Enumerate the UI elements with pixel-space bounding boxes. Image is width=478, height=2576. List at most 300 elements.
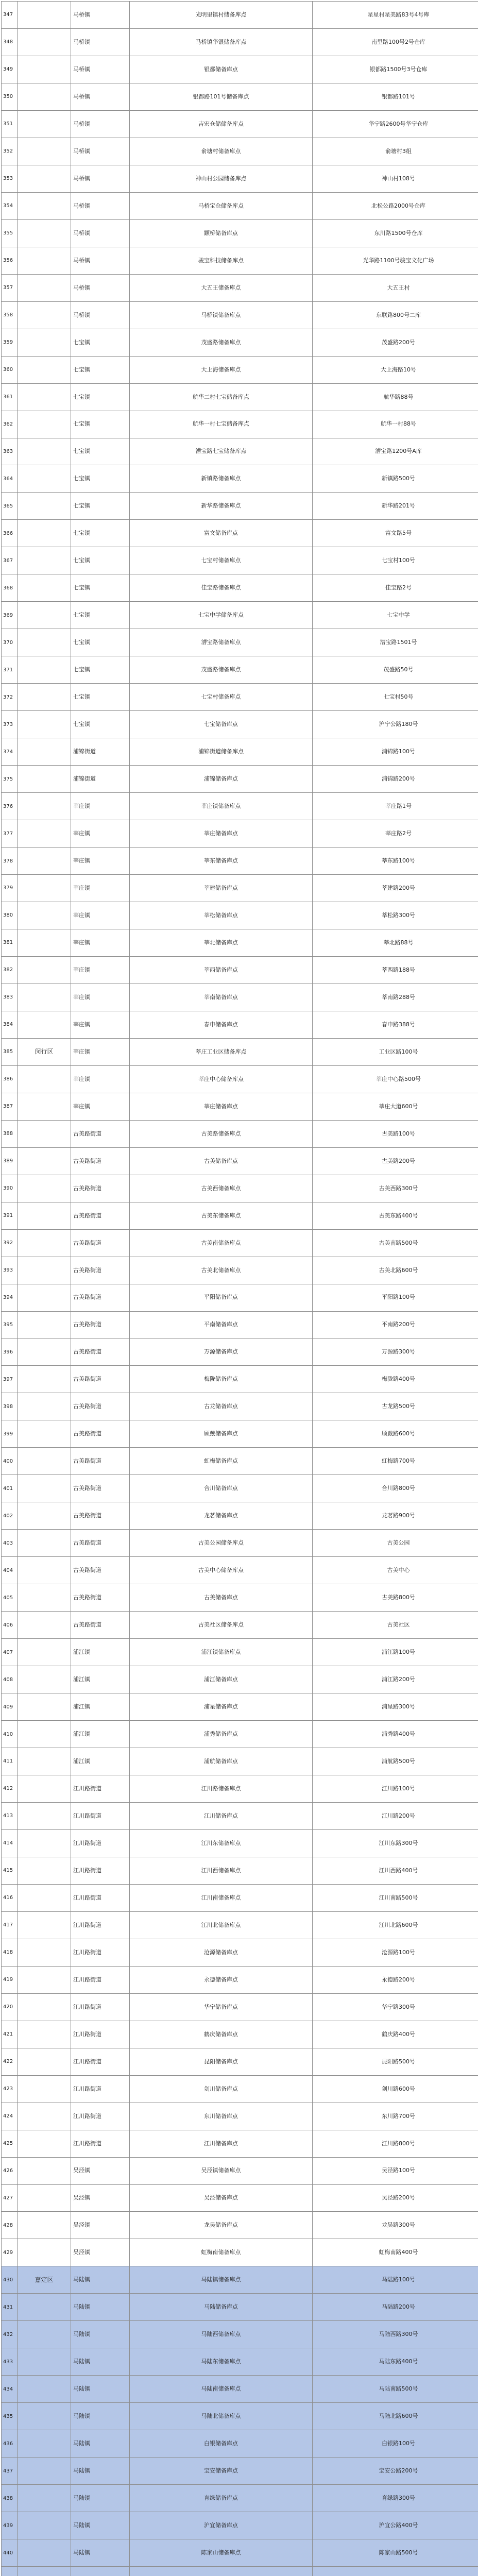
table-row bbox=[2, 1475, 478, 1502]
street-cell: 七宝镇 bbox=[71, 629, 130, 656]
table-row bbox=[2, 902, 478, 929]
address-cell: 吴泾路100号 bbox=[313, 2157, 478, 2184]
point-name-cell: 古美路储备库点 bbox=[130, 1120, 313, 1147]
address-cell: 合川路800号 bbox=[313, 1475, 478, 1502]
row-number: 368 bbox=[2, 574, 18, 602]
district-cell bbox=[18, 356, 71, 383]
point-name-cell: 沪宜储备库点 bbox=[130, 2512, 313, 2539]
point-name-cell: 莘庄中心储备库点 bbox=[130, 1065, 313, 1093]
row-number: 421 bbox=[2, 2021, 18, 2048]
table-row bbox=[2, 574, 478, 602]
district-cell bbox=[18, 1639, 71, 1666]
row-number: 427 bbox=[2, 2184, 18, 2212]
table-row bbox=[2, 2430, 478, 2458]
street-cell: 古美路街道 bbox=[71, 1393, 130, 1420]
point-name-cell: 古美西储备库点 bbox=[130, 1175, 313, 1202]
row-number: 366 bbox=[2, 520, 18, 547]
street-cell: 古美路街道 bbox=[71, 1612, 130, 1639]
district-cell bbox=[18, 1857, 71, 1884]
table-row bbox=[2, 1175, 478, 1202]
row-number: 435 bbox=[2, 2403, 18, 2430]
district-cell bbox=[18, 1502, 71, 1530]
street-cell: 古美路街道 bbox=[71, 1584, 130, 1612]
address-cell: 南里路100号2号仓库 bbox=[313, 28, 478, 56]
address-cell: 江川南路500号 bbox=[313, 1884, 478, 1911]
address-cell: 平南路200号 bbox=[313, 1311, 478, 1338]
street-cell: 江川路街道 bbox=[71, 1802, 130, 1829]
address-cell: 浦航路500号 bbox=[313, 1748, 478, 1775]
row-number: 386 bbox=[2, 1065, 18, 1093]
street-cell: 莘庄镇 bbox=[71, 820, 130, 848]
address-cell: 浦星路300号 bbox=[313, 1693, 478, 1721]
row-number: 400 bbox=[2, 1448, 18, 1475]
district-cell bbox=[18, 1584, 71, 1612]
address-cell: 大五王村 bbox=[313, 274, 478, 301]
district-cell bbox=[18, 247, 71, 274]
district-cell bbox=[18, 1530, 71, 1557]
point-name-cell: 莘松储备库点 bbox=[130, 902, 313, 929]
address-cell: 古美中心 bbox=[313, 1557, 478, 1584]
row-number: 382 bbox=[2, 956, 18, 984]
row-number: 440 bbox=[2, 2539, 18, 2567]
table-row bbox=[2, 1366, 478, 1393]
address-cell: 星星村星美路83号4号库 bbox=[313, 2, 478, 29]
district-cell bbox=[18, 2157, 71, 2184]
point-name-cell: 光明里镇村储备库点 bbox=[130, 2, 313, 29]
row-number: 426 bbox=[2, 2157, 18, 2184]
address-cell: 银都路101号 bbox=[313, 83, 478, 110]
point-name-cell: 七宝村储备库点 bbox=[130, 684, 313, 711]
street-cell: 马陆镇 bbox=[71, 2348, 130, 2376]
district-cell bbox=[18, 1366, 71, 1393]
street-cell: 古美路街道 bbox=[71, 1257, 130, 1284]
table-row bbox=[2, 2485, 478, 2512]
address-cell: 新镇路500号 bbox=[313, 465, 478, 493]
point-name-cell: 漕宝路储备库点 bbox=[130, 629, 313, 656]
district-cell bbox=[18, 1557, 71, 1584]
row-number bbox=[2, 2567, 18, 2576]
district-cell bbox=[18, 301, 71, 329]
address-cell: 马陆南路500号 bbox=[313, 2376, 478, 2403]
street-cell: 莘庄镇 bbox=[71, 793, 130, 820]
row-number: 351 bbox=[2, 110, 18, 138]
point-name-cell: 平阳储备库点 bbox=[130, 1284, 313, 1311]
table-row bbox=[2, 1284, 478, 1311]
point-name-cell: 七宝中学储备库点 bbox=[130, 602, 313, 629]
street-cell: 七宝镇 bbox=[71, 574, 130, 602]
row-number: 437 bbox=[2, 2458, 18, 2485]
table-row bbox=[2, 520, 478, 547]
row-number: 404 bbox=[2, 1557, 18, 1584]
street-cell: 莘庄镇 bbox=[71, 956, 130, 984]
point-name-cell: 七宝储备库点 bbox=[130, 711, 313, 738]
point-name-cell: 合川储备库点 bbox=[130, 1475, 313, 1502]
address-cell: 梅陇路400号 bbox=[313, 1366, 478, 1393]
district-cell bbox=[18, 2403, 71, 2430]
point-name-cell: 浦秀储备库点 bbox=[130, 1721, 313, 1748]
row-number: 369 bbox=[2, 602, 18, 629]
district-cell bbox=[18, 192, 71, 219]
street-cell: 浦江镇 bbox=[71, 1748, 130, 1775]
address-cell: 漕宝路1200号A库 bbox=[313, 438, 478, 465]
point-name-cell: 龙茗储备库点 bbox=[130, 1502, 313, 1530]
district-cell bbox=[18, 2184, 71, 2212]
street-cell: 马陆镇 bbox=[71, 2430, 130, 2458]
address-cell: 七宝中学 bbox=[313, 602, 478, 629]
district-cell bbox=[18, 1011, 71, 1038]
table-row bbox=[2, 1857, 478, 1884]
table-row bbox=[2, 1338, 478, 1366]
point-name-cell: 莘建储备库点 bbox=[130, 875, 313, 902]
row-number: 348 bbox=[2, 28, 18, 56]
point-name-cell: 浦星储备库点 bbox=[130, 1693, 313, 1721]
address-cell: 顾戴路600号 bbox=[313, 1420, 478, 1448]
row-number: 374 bbox=[2, 738, 18, 766]
address-cell: 沧源路100号 bbox=[313, 1939, 478, 1966]
address-cell: 华宁路300号 bbox=[313, 1993, 478, 2021]
row-number: 424 bbox=[2, 2103, 18, 2130]
row-number: 410 bbox=[2, 1721, 18, 1748]
district-cell bbox=[18, 2376, 71, 2403]
address-cell: 江川东路300号 bbox=[313, 1829, 478, 1857]
row-number: 367 bbox=[2, 547, 18, 574]
table-row bbox=[2, 1884, 478, 1911]
district-cell bbox=[18, 2321, 71, 2348]
point-name-cell: 万源储备库点 bbox=[130, 1338, 313, 1366]
district-cell bbox=[18, 493, 71, 520]
street-cell: 七宝镇 bbox=[71, 329, 130, 356]
street-cell: 莘庄镇 bbox=[71, 848, 130, 875]
district-cell bbox=[18, 1338, 71, 1366]
table-row bbox=[2, 1502, 478, 1530]
table-row bbox=[2, 274, 478, 301]
point-name-cell: 银都路101号储备库点 bbox=[130, 83, 313, 110]
table-row bbox=[2, 1257, 478, 1284]
table-row bbox=[2, 1775, 478, 1802]
row-number: 387 bbox=[2, 1093, 18, 1120]
row-number: 384 bbox=[2, 1011, 18, 1038]
address-cell: 江川北路600号 bbox=[313, 1911, 478, 1939]
row-number: 353 bbox=[2, 165, 18, 192]
street-cell: 古美路街道 bbox=[71, 1175, 130, 1202]
row-number: 412 bbox=[2, 1775, 18, 1802]
district-cell bbox=[18, 1993, 71, 2021]
street-cell: 马陆镇 bbox=[71, 2294, 130, 2321]
table-row bbox=[2, 656, 478, 684]
row-number: 377 bbox=[2, 820, 18, 848]
district-cell bbox=[18, 1612, 71, 1639]
point-name-cell: 剑川储备库点 bbox=[130, 2075, 313, 2103]
point-name-cell: 育绿储备库点 bbox=[130, 2485, 313, 2512]
street-cell: 古美路街道 bbox=[71, 1284, 130, 1311]
address-cell: 新华路201号 bbox=[313, 493, 478, 520]
table-row bbox=[2, 1530, 478, 1557]
district-cell bbox=[18, 138, 71, 165]
address-cell: 茂盛路50号 bbox=[313, 656, 478, 684]
point-name-cell: 航华二村七宝储备库点 bbox=[130, 383, 313, 411]
table-row bbox=[2, 2212, 478, 2239]
table-row bbox=[2, 1612, 478, 1639]
district-cell bbox=[18, 766, 71, 793]
table-row bbox=[2, 1011, 478, 1038]
street-cell: 江川路街道 bbox=[71, 1884, 130, 1911]
table-row bbox=[2, 1829, 478, 1857]
row-number: 407 bbox=[2, 1639, 18, 1666]
table-row bbox=[2, 2512, 478, 2539]
address-cell: 马陆东路400号 bbox=[313, 2348, 478, 2376]
point-name-cell: 古美东储备库点 bbox=[130, 1202, 313, 1229]
row-number: 414 bbox=[2, 1829, 18, 1857]
row-number: 354 bbox=[2, 192, 18, 219]
street-cell: 江川路街道 bbox=[71, 1829, 130, 1857]
point-name-cell: 江川南储备库点 bbox=[130, 1884, 313, 1911]
point-name-cell: 古美南储备库点 bbox=[130, 1229, 313, 1257]
address-cell: 春申路388号 bbox=[313, 1011, 478, 1038]
point-name-cell: 虹梅南储备库点 bbox=[130, 2239, 313, 2266]
row-number: 394 bbox=[2, 1284, 18, 1311]
district-cell bbox=[18, 2103, 71, 2130]
row-number: 355 bbox=[2, 219, 18, 247]
table-row bbox=[2, 602, 478, 629]
district-cell bbox=[18, 28, 71, 56]
district-cell bbox=[18, 2130, 71, 2157]
table-row bbox=[2, 848, 478, 875]
district-cell bbox=[18, 2348, 71, 2376]
point-name-cell: 龙吴储备库点 bbox=[130, 2212, 313, 2239]
table-row bbox=[2, 329, 478, 356]
table-row bbox=[2, 2048, 478, 2075]
point-name-cell: 浦江镇储备库点 bbox=[130, 1639, 313, 1666]
row-number: 419 bbox=[2, 1966, 18, 1993]
row-number: 434 bbox=[2, 2376, 18, 2403]
street-cell: 莘庄镇 bbox=[71, 1093, 130, 1120]
point-name-cell: 古美社区储备库点 bbox=[130, 1612, 313, 1639]
address-cell: 虹梅南路400号 bbox=[313, 2239, 478, 2266]
street-cell: 莘庄镇 bbox=[71, 984, 130, 1011]
street-cell: 古美路街道 bbox=[71, 1366, 130, 1393]
row-number: 397 bbox=[2, 1366, 18, 1393]
address-cell: 马陆路100号 bbox=[313, 2266, 478, 2294]
row-number: 356 bbox=[2, 247, 18, 274]
row-number: 349 bbox=[2, 56, 18, 83]
table-body bbox=[2, 2, 478, 2576]
point-name-cell: 吉宏仓储储备库点 bbox=[130, 110, 313, 138]
street-cell: 浦江镇 bbox=[71, 1666, 130, 1693]
table-row bbox=[2, 1721, 478, 1748]
street-cell: 马桥镇 bbox=[71, 247, 130, 274]
district-cell bbox=[18, 2048, 71, 2075]
street-cell: 古美路街道 bbox=[71, 1311, 130, 1338]
street-cell: 七宝镇 bbox=[71, 465, 130, 493]
point-name-cell: 骏宝科技储备库点 bbox=[130, 247, 313, 274]
district-cell bbox=[18, 1175, 71, 1202]
table-row bbox=[2, 110, 478, 138]
street-cell: 七宝镇 bbox=[71, 711, 130, 738]
address-cell: 龙茗路900号 bbox=[313, 1502, 478, 1530]
district-cell: 嘉定区 bbox=[18, 2266, 71, 2294]
district-cell bbox=[18, 219, 71, 247]
point-name-cell: 莘庄储备库点 bbox=[130, 820, 313, 848]
table-row bbox=[2, 1993, 478, 2021]
table-row bbox=[2, 1584, 478, 1612]
address-cell: 莘庄大道600号 bbox=[313, 1093, 478, 1120]
point-name-cell: 顾戴储备库点 bbox=[130, 1420, 313, 1448]
row-number: 398 bbox=[2, 1393, 18, 1420]
row-number: 406 bbox=[2, 1612, 18, 1639]
point-name-cell: 大五王储备库点 bbox=[130, 274, 313, 301]
table-row bbox=[2, 2239, 478, 2266]
street-cell: 马桥镇 bbox=[71, 2, 130, 29]
point-name-cell: 马桥宝仓储备库点 bbox=[130, 192, 313, 219]
district-cell bbox=[18, 2567, 71, 2576]
row-number: 383 bbox=[2, 984, 18, 1011]
row-number: 401 bbox=[2, 1475, 18, 1502]
table-row bbox=[2, 2103, 478, 2130]
street-cell: 江川路街道 bbox=[71, 1966, 130, 1993]
district-cell bbox=[18, 1802, 71, 1829]
table-row bbox=[2, 2539, 478, 2567]
address-cell: 江川西路400号 bbox=[313, 1857, 478, 1884]
address-cell: 江川路800号 bbox=[313, 2130, 478, 2157]
district-cell bbox=[18, 2430, 71, 2458]
row-number: 358 bbox=[2, 301, 18, 329]
point-name-cell: 银都储备库点 bbox=[130, 56, 313, 83]
address-cell: 永德路200号 bbox=[313, 1966, 478, 1993]
district-cell bbox=[18, 110, 71, 138]
point-name-cell: 莘北储备库点 bbox=[130, 929, 313, 956]
district-cell bbox=[18, 1829, 71, 1857]
point-name-cell: 浦锦街道储备库点 bbox=[130, 738, 313, 766]
street-cell: 七宝镇 bbox=[71, 656, 130, 684]
point-name-cell: 白银储备库点 bbox=[130, 2430, 313, 2458]
street-cell: 马桥镇 bbox=[71, 192, 130, 219]
point-name-cell: 马陆南储备库点 bbox=[130, 2376, 313, 2403]
point-name-cell: 古美中心储备库点 bbox=[130, 1557, 313, 1584]
district-cell bbox=[18, 2539, 71, 2567]
street-cell: 江川路街道 bbox=[71, 1911, 130, 1939]
address-cell: 银都路1500号3号仓库 bbox=[313, 56, 478, 83]
point-name-cell: 吴泾储备库点 bbox=[130, 2184, 313, 2212]
address-cell: 浦江路200号 bbox=[313, 1666, 478, 1693]
district-cell bbox=[18, 1693, 71, 1721]
table-row bbox=[2, 192, 478, 219]
point-name-cell: 莘东储备库点 bbox=[130, 848, 313, 875]
table-row bbox=[2, 28, 478, 56]
table-row bbox=[2, 2458, 478, 2485]
district-cell bbox=[18, 1775, 71, 1802]
table-row bbox=[2, 493, 478, 520]
point-name-cell: 古美储备库点 bbox=[130, 1147, 313, 1175]
address-cell: 东联路800号二库 bbox=[313, 301, 478, 329]
point-name-cell: 江川东储备库点 bbox=[130, 1829, 313, 1857]
street-cell: 江川路街道 bbox=[71, 1993, 130, 2021]
table-row bbox=[2, 1202, 478, 1229]
table-row bbox=[2, 2321, 478, 2348]
street-cell: 吴泾镇 bbox=[71, 2184, 130, 2212]
district-cell bbox=[18, 520, 71, 547]
table-row bbox=[2, 2, 478, 29]
row-number: 431 bbox=[2, 2294, 18, 2321]
district-cell: 闵行区 bbox=[18, 1038, 71, 1065]
street-cell: 古美路街道 bbox=[71, 1530, 130, 1557]
row-number: 405 bbox=[2, 1584, 18, 1612]
table-row bbox=[2, 56, 478, 83]
table-row bbox=[2, 929, 478, 956]
street-cell: 莘庄镇 bbox=[71, 1038, 130, 1065]
point-name-cell: 江川储备库点 bbox=[130, 2130, 313, 2157]
street-cell: 浦江镇 bbox=[71, 1639, 130, 1666]
address-cell: 古美公园 bbox=[313, 1530, 478, 1557]
table-row bbox=[2, 2157, 478, 2184]
row-number: 432 bbox=[2, 2321, 18, 2348]
district-cell bbox=[18, 684, 71, 711]
point-name-cell: 颛桥储备库点 bbox=[130, 219, 313, 247]
point-name-cell: 神山村公园储备库点 bbox=[130, 165, 313, 192]
table-row bbox=[2, 219, 478, 247]
district-cell bbox=[18, 411, 71, 438]
street-cell: 吴泾镇 bbox=[71, 2212, 130, 2239]
table-row bbox=[2, 138, 478, 165]
table-row bbox=[2, 875, 478, 902]
address-cell: 俞塘村3组 bbox=[313, 138, 478, 165]
district-cell bbox=[18, 629, 71, 656]
address-cell: 虹梅路700号 bbox=[313, 1448, 478, 1475]
row-number: 430 bbox=[2, 2266, 18, 2294]
district-cell bbox=[18, 165, 71, 192]
street-cell: 江川路街道 bbox=[71, 2021, 130, 2048]
address-cell: 古美西路300号 bbox=[313, 1175, 478, 1202]
street-cell: 浦锦街道 bbox=[71, 738, 130, 766]
district-cell bbox=[18, 2294, 71, 2321]
address-cell: 工业区路100号 bbox=[313, 1038, 478, 1065]
district-cell bbox=[18, 1147, 71, 1175]
district-cell bbox=[18, 984, 71, 1011]
point-name-cell: 平南储备库点 bbox=[130, 1311, 313, 1338]
street-cell: 马桥镇 bbox=[71, 274, 130, 301]
street-cell: 古美路街道 bbox=[71, 1147, 130, 1175]
street-cell: 马桥镇 bbox=[71, 83, 130, 110]
district-cell bbox=[18, 1284, 71, 1311]
district-cell bbox=[18, 2485, 71, 2512]
address-cell: 北松公路2000号仓库 bbox=[313, 192, 478, 219]
point-name-cell: 大上海储备库点 bbox=[130, 356, 313, 383]
table-row bbox=[2, 411, 478, 438]
row-number: 363 bbox=[2, 438, 18, 465]
district-cell bbox=[18, 465, 71, 493]
street-cell: 马陆镇 bbox=[71, 2266, 130, 2294]
point-name-cell: 航华一村七宝储备库点 bbox=[130, 411, 313, 438]
street-cell: 吴泾镇 bbox=[71, 2239, 130, 2266]
street-cell: 马陆镇 bbox=[71, 2458, 130, 2485]
district-cell bbox=[18, 1257, 71, 1284]
street-cell: 古美路街道 bbox=[71, 1557, 130, 1584]
address-cell: 吴泾路200号 bbox=[313, 2184, 478, 2212]
street-cell: 古美路街道 bbox=[71, 1120, 130, 1147]
table-row bbox=[2, 2567, 478, 2576]
table-row bbox=[2, 2266, 478, 2294]
district-cell bbox=[18, 1939, 71, 1966]
address-cell: 漕宝路1501号 bbox=[313, 629, 478, 656]
row-number: 422 bbox=[2, 2048, 18, 2075]
point-name-cell: 茂盛路储备库点 bbox=[130, 329, 313, 356]
street-cell: 马桥镇 bbox=[71, 301, 130, 329]
row-number: 391 bbox=[2, 1202, 18, 1229]
point-name-cell: 古美储备库点 bbox=[130, 1584, 313, 1612]
district-cell bbox=[18, 2512, 71, 2539]
table-row bbox=[2, 1639, 478, 1666]
district-cell bbox=[18, 820, 71, 848]
table-row bbox=[2, 2376, 478, 2403]
